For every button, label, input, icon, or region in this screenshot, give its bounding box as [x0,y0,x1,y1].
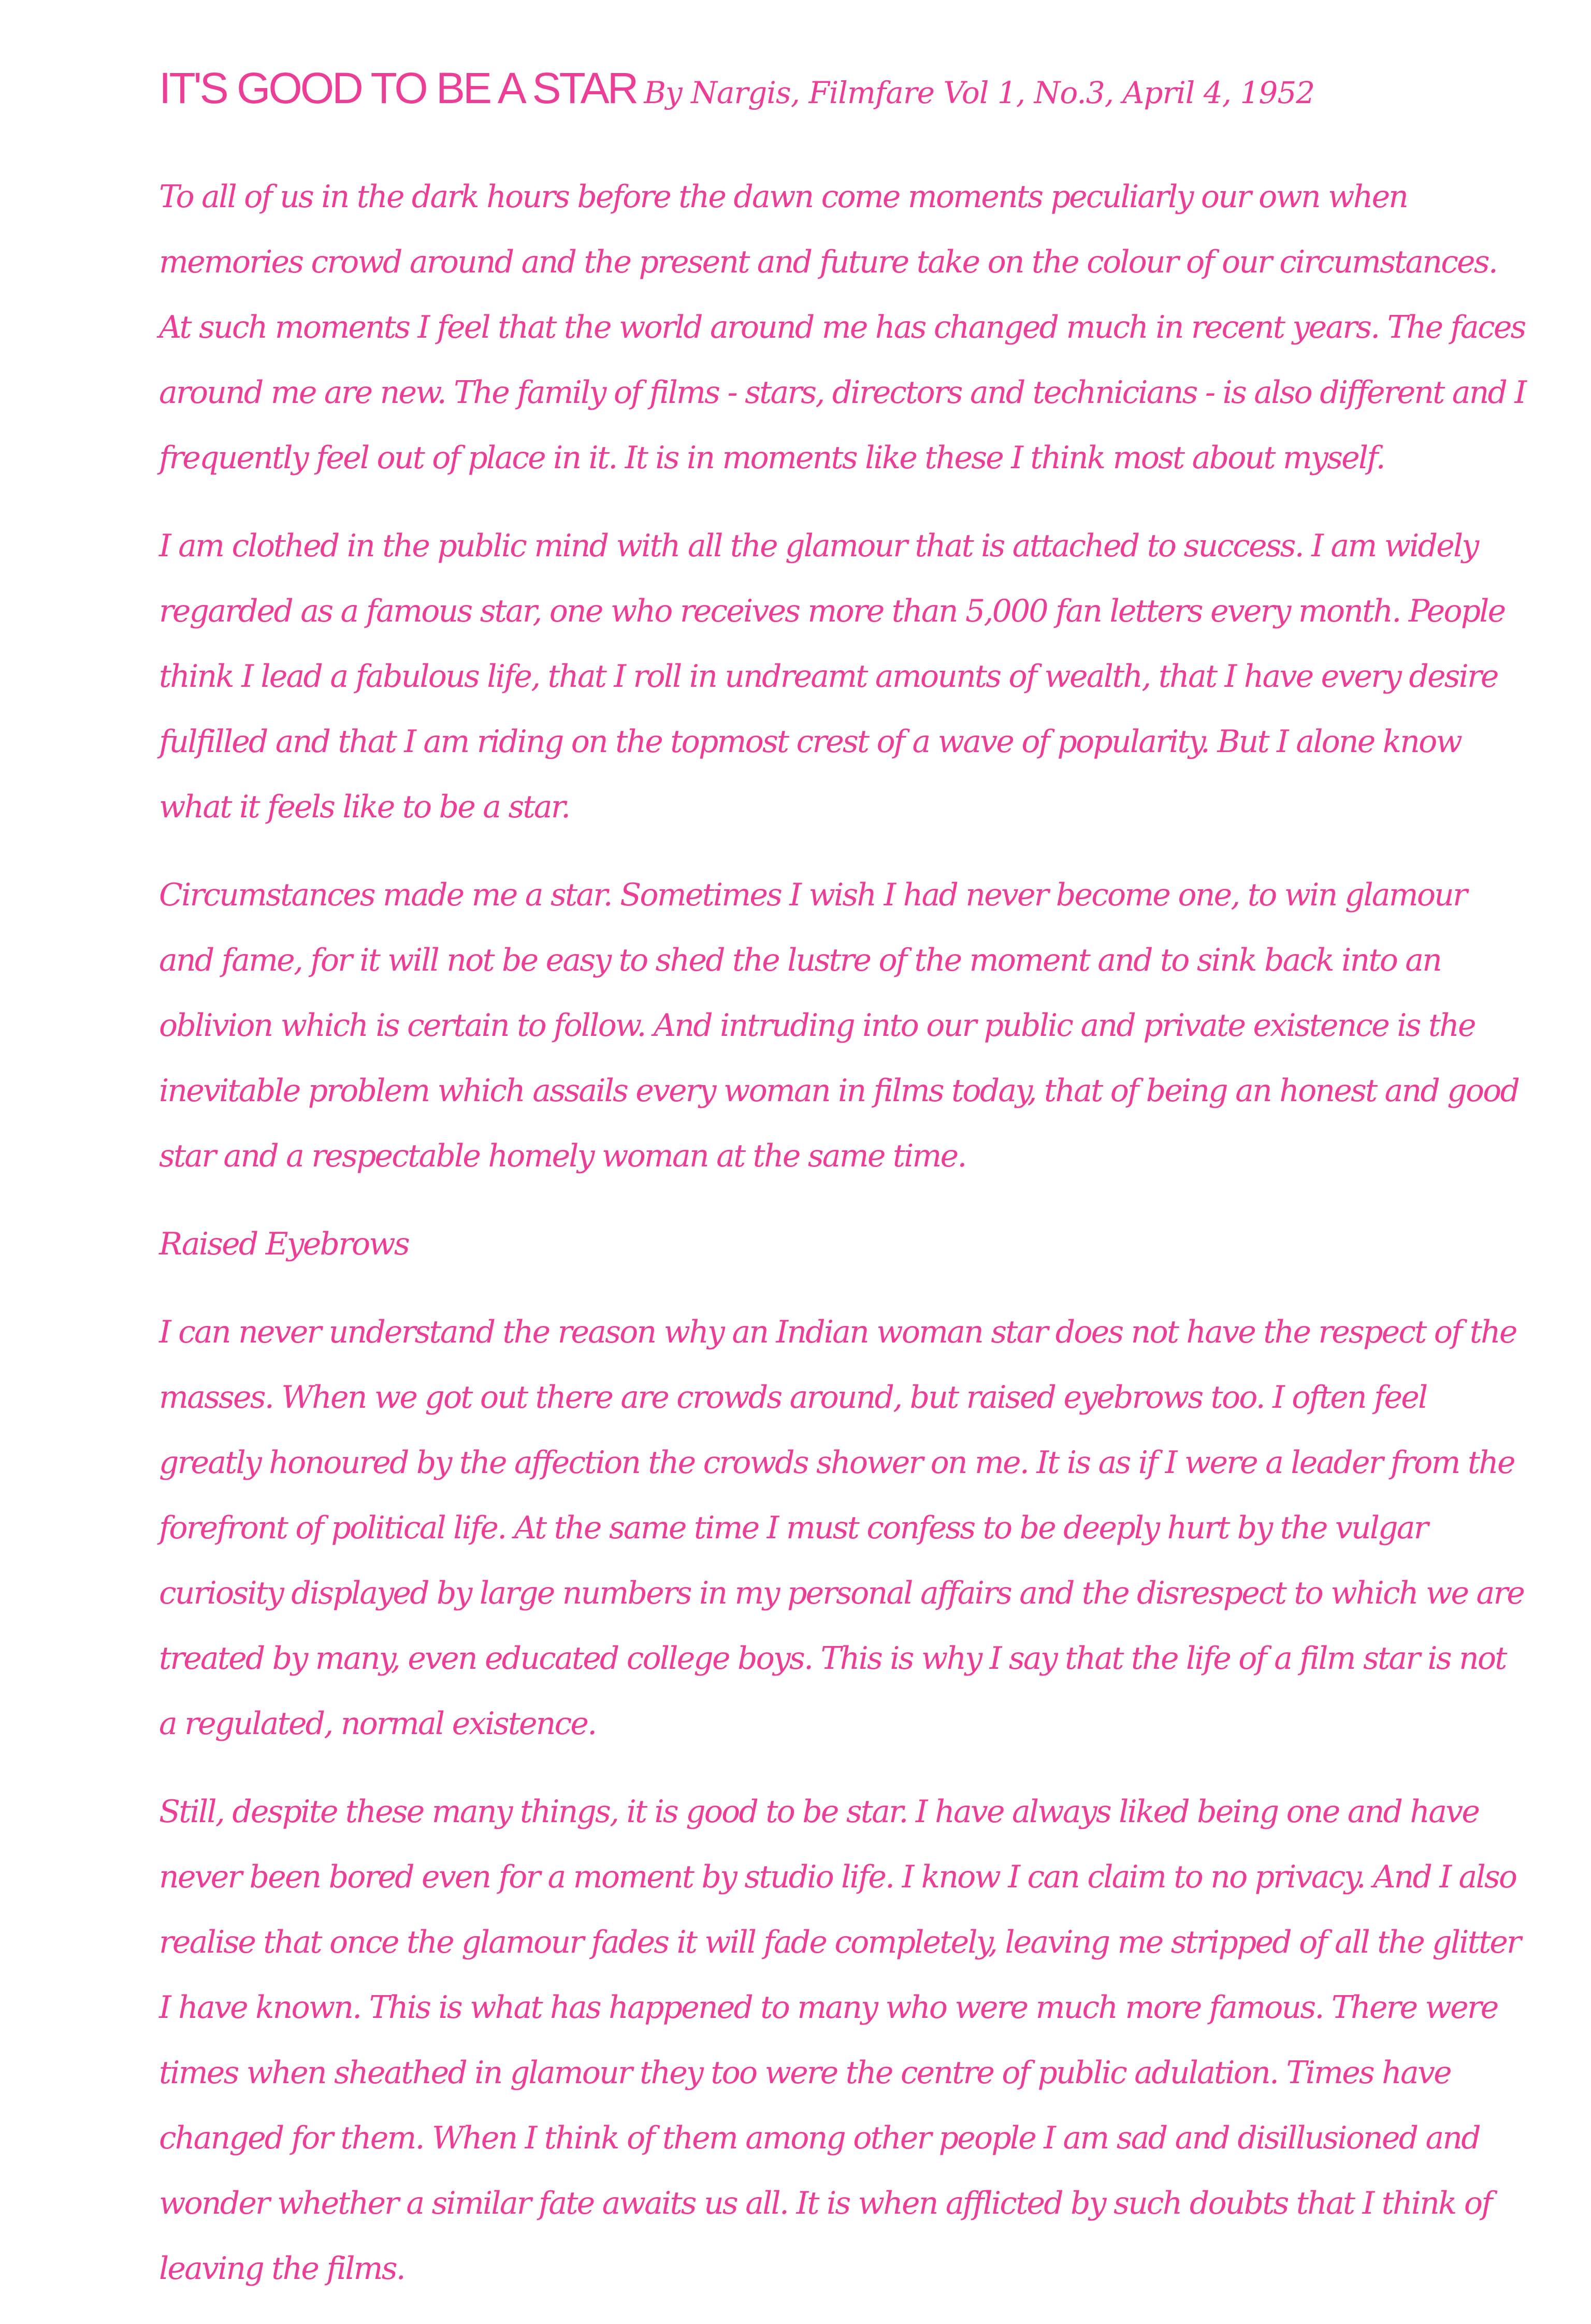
paragraph: Circumstances made me a star. Sometimes I wish I had never become one, to win glamour and fame, for it will not be easy to shed the lustre of the moment and to sink back into an oblivion which is certain to follow. And intruding into our public and private existence is the inevitable problem which assails every woman in films today, that of being an honest and good star and a respectable homely woman at the same time. [159,877,1519,1174]
paragraph: To all of us in the dark hours before the dawn come moments peculiarly our own when memories crowd around and the present and future take on the colour of our circumstances. At such moments I feel that the world around me has changed much in recent years. The faces around me are new. The family of films - stars, directors and technicians - is also different and I frequently feel out of place in it. It is in moments like these I think most about myself. [159,179,1526,476]
paragraph: I can never understand the reason why an Indian woman star does not have the respect of the masses. When we got out there are crowds around, but raised eyebrows too. I often feel greatly honoured by the affection the crowds shower on me. It is as if I were a leader from the forefront of political life. At the same time I must confess to be deeply hurt by the vulgar curiosity displayed by large numbers in my personal affairs and the disrespect to which we are treated by many, even educated college boys. This is why I say that the life of a film star is not a regulated, normal existence. [159,1314,1524,1742]
article-byline: By Nargis, Filmfare Vol 1, No.3, April 4, 1952 [644,75,1315,110]
paragraph: I am clothed in the public mind with all the glamour that is attached to success. I am widely regarded as a famous star, one who receives more than 5,000 fan letters every month. People think I lead a fabulous life, that I roll in undreamt amounts of wealth, that I have every desire fulfilled and that I am riding on the topmost crest of a wave of popularity. But I alone know what it feels like to be a star. [159,528,1505,825]
title-line [159,52,1526,137]
article-title: IT'S GOOD TO BE A STAR [159,64,637,112]
section-heading: Raised Eyebrows [159,1226,409,1262]
paragraph: Still, despite these many things, it is good to be star. I have always liked being one and have never been bored even for a moment by studio life. I know I can claim to no privacy. And I also realise that once the glamour fades it will fade completely, leaving me stripped of all the glitter I have known. This is what has happened to many who were much more famous. There were times when sheathed in glamour they too were the centre of public adulation. Times have changed for them. When I think of them among other people I am sad and disillusioned and wonder whether a similar fate awaits us all. It is when afflicted by such doubts that I think of leaving the films. [159,1794,1520,2287]
article [159,52,1526,2324]
